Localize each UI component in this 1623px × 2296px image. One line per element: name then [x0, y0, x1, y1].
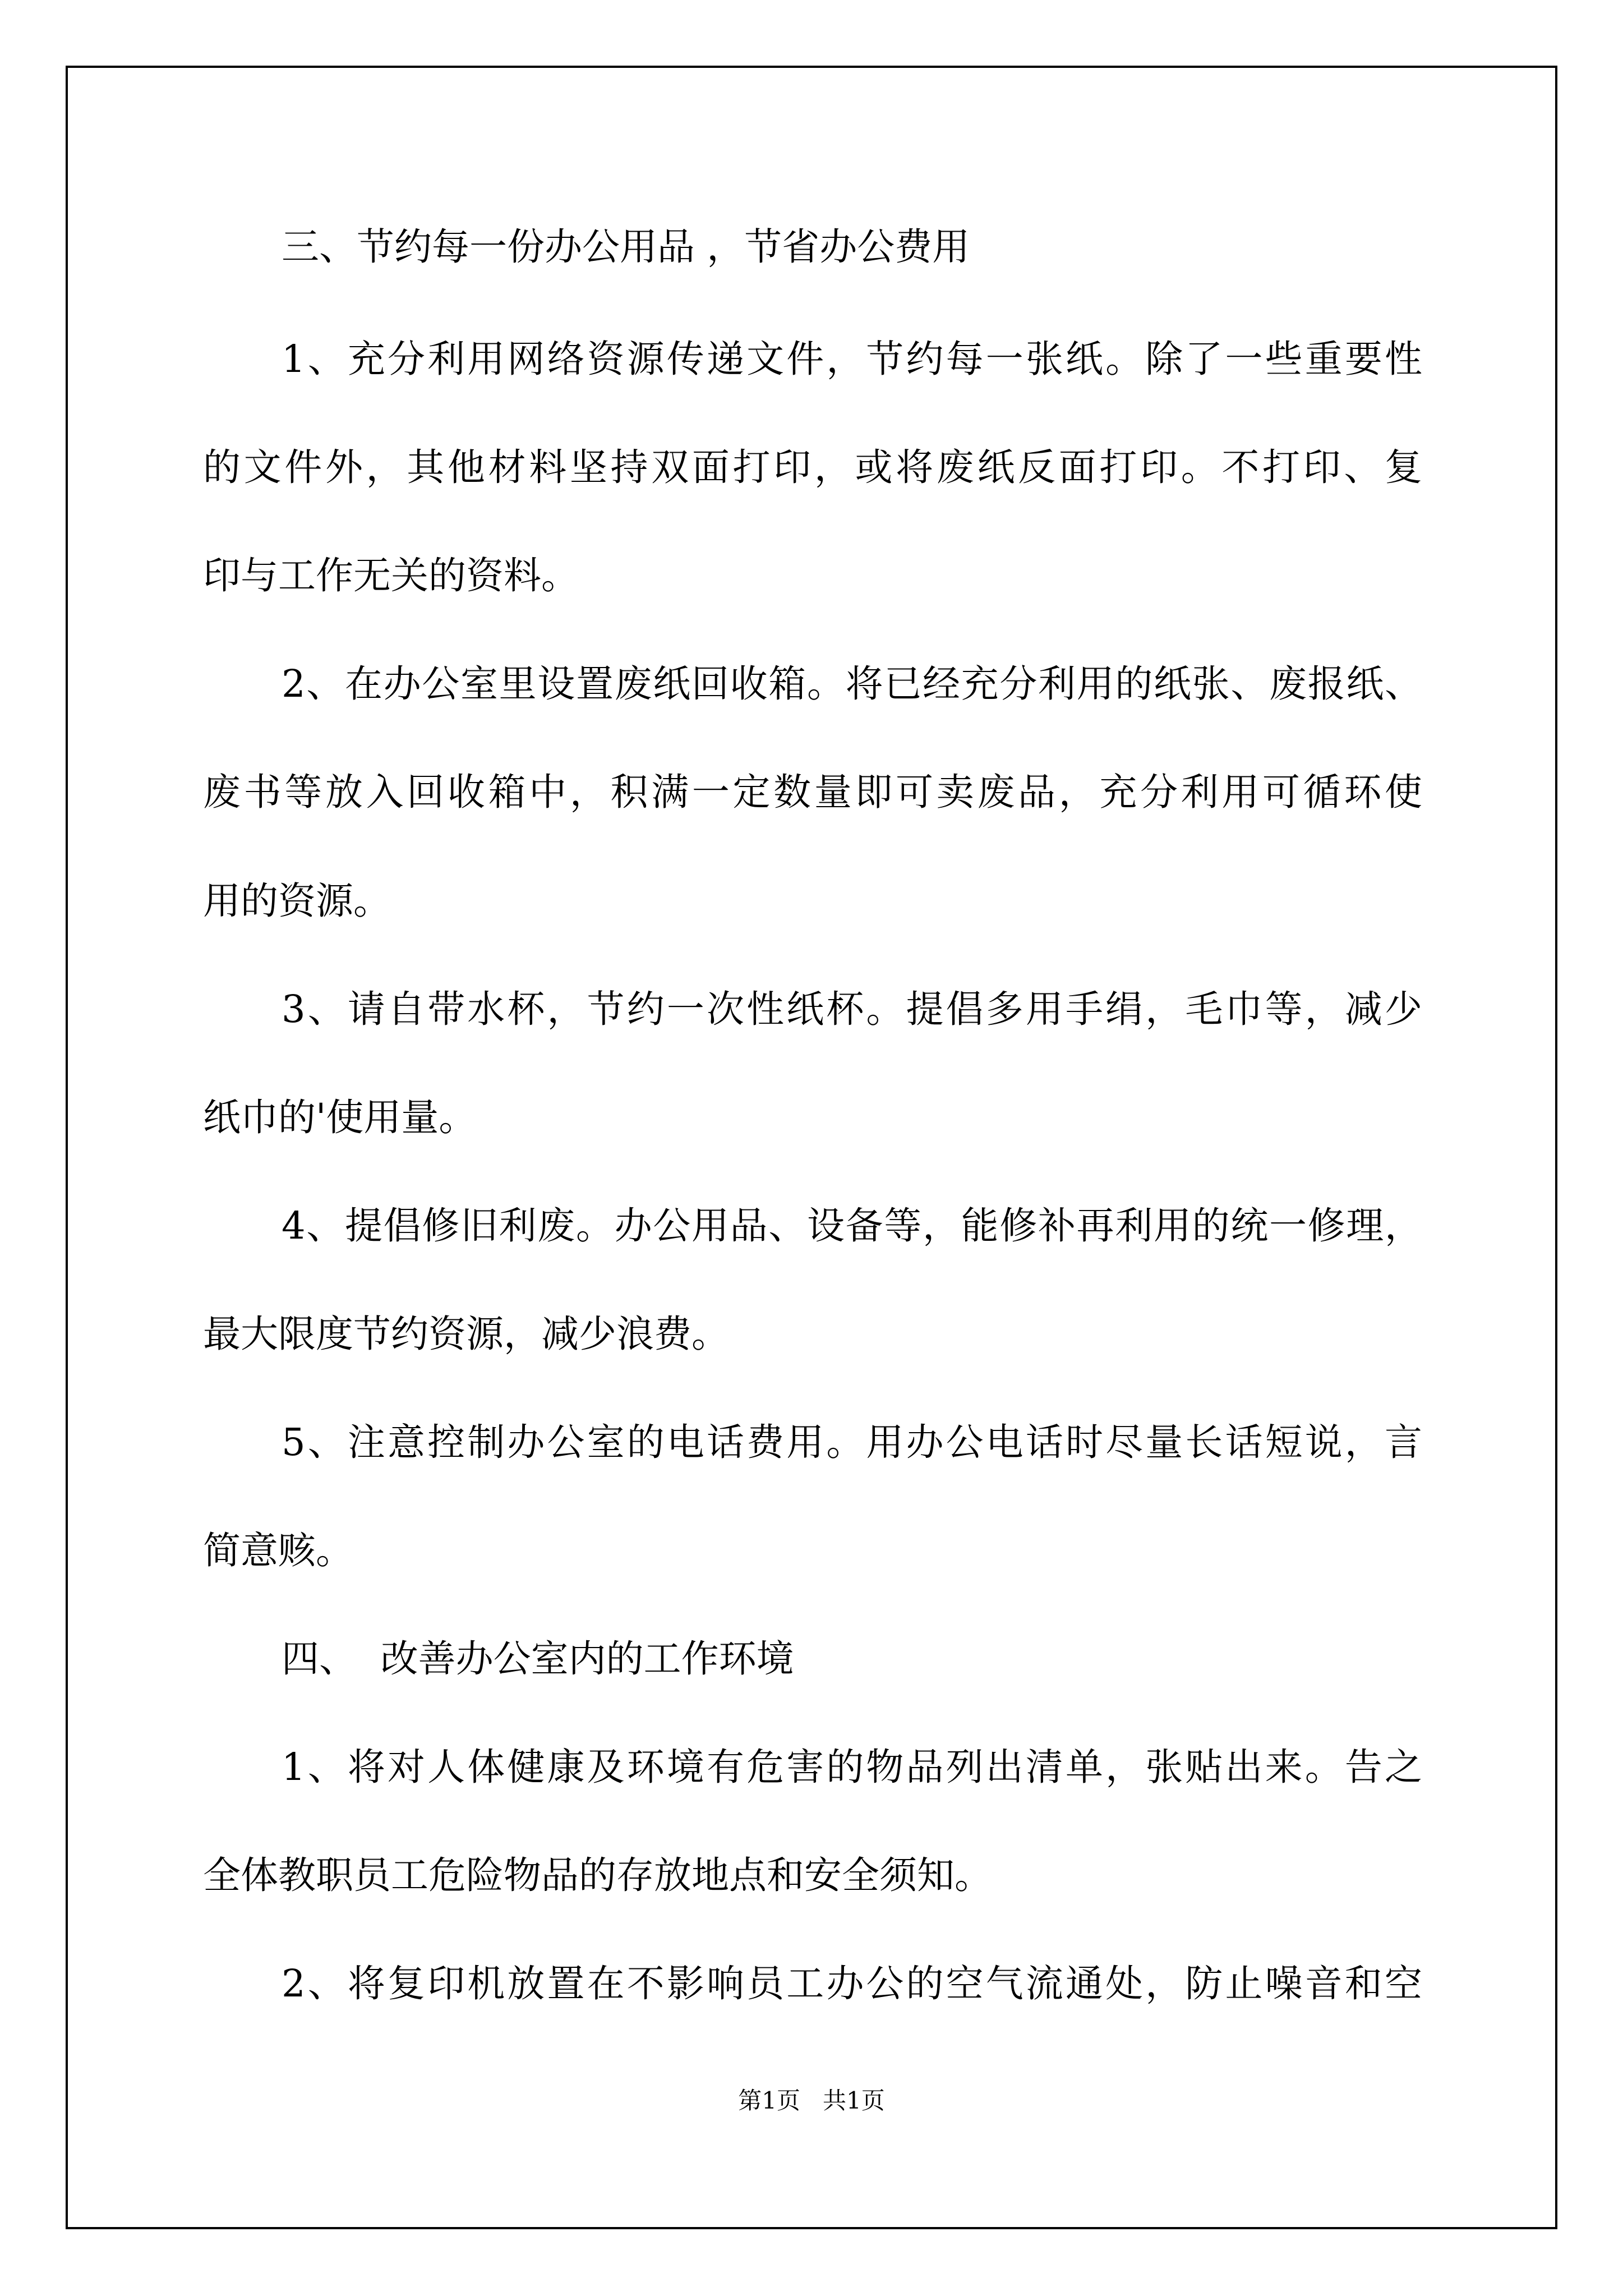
section-heading-three: 三、节约每一份办公用品 ，节省办公费用 — [282, 225, 970, 269]
page-border — [66, 66, 1557, 2229]
paragraph-1-line-3: 印与工作无关的资料。 — [203, 554, 579, 597]
paragraph-5-line-1: 5、注意控制办公室的电话费用。用办公电话时尽量长话短说，言 — [282, 1420, 1422, 1464]
page-number-footer: 第1页 共1页 — [738, 2087, 885, 2114]
paragraph-2-line-2: 废书等放入回收箱中，积满一定数量即可卖废品，充分利用可循环使 — [203, 770, 1422, 814]
paragraph-1-line-2: 的文件外，其他材料坚持双面打印，或将废纸反面打印。不打印、复 — [203, 445, 1422, 489]
paragraph-3-line-2: 纸巾的'使用量。 — [203, 1096, 477, 1139]
paragraph-2-line-1: 2、在办公室里设置废纸回收箱。将已经充分利用的纸张、废报纸、 — [282, 662, 1422, 706]
paragraph-2-line-3: 用的资源。 — [203, 879, 391, 923]
section-heading-four: 四、 改善办公室内的工作环境 — [282, 1637, 794, 1681]
paragraph-6-line-1: 1、将对人体健康及环境有危害的物品列出清单，张贴出来。告之 — [282, 1745, 1422, 1789]
paragraph-6-line-2: 全体教职员工危险物品的存放地点和安全须知。 — [203, 1853, 992, 1897]
paragraph-4-line-2: 最大限度节约资源，减少浪费。 — [203, 1312, 729, 1356]
paragraph-1-line-1: 1、充分利用网络资源传递文件，节约每一张纸。除了一些重要性 — [282, 337, 1422, 381]
paragraph-4-line-1: 4、提倡修旧利废。办公用品、设备等，能修补再利用的统一修理， — [282, 1204, 1422, 1248]
paragraph-3-line-1: 3、请自带水杯，节约一次性纸杯。提倡多用手绢，毛巾等，减少 — [282, 987, 1422, 1031]
paragraph-5-line-2: 简意赅。 — [203, 1529, 353, 1572]
paragraph-7-line-1: 2、将复印机放置在不影响员工办公的空气流通处，防止噪音和空 — [282, 1962, 1422, 2005]
